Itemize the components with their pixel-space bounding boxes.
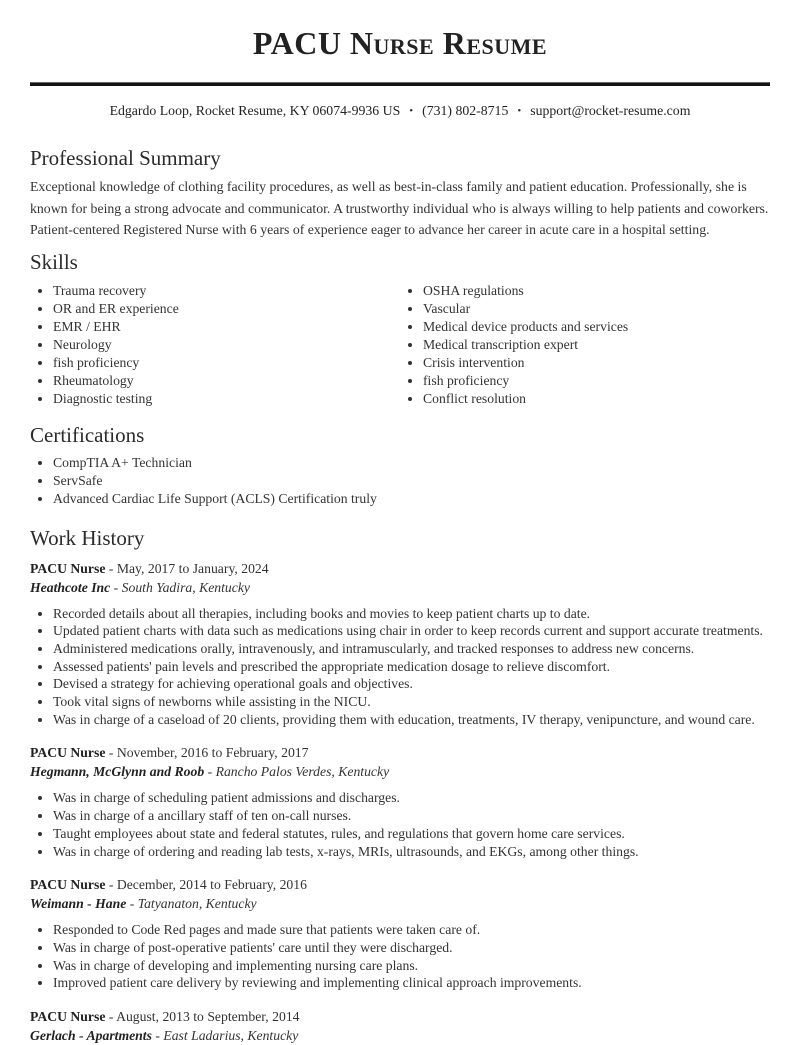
skill-item: • fish proficiency	[53, 354, 400, 372]
job-title-line: PACU Nurse - August, 2013 to September, 2014	[30, 1007, 770, 1026]
job-company: Weimann - Hane	[30, 896, 126, 911]
skill-item: • Medical device products and services	[423, 318, 770, 336]
contact-separator-icon: •	[517, 103, 521, 120]
job-company: Heathcote Inc	[30, 580, 110, 595]
job-entry	[30, 743, 770, 860]
job-dates: December, 2014 to February, 2016	[117, 877, 307, 892]
job-company-dash: -	[126, 896, 137, 911]
job-bullet: • Was in charge of developing and implementing nursing care plans.	[53, 957, 770, 975]
section-heading-summary: Professional Summary	[30, 145, 770, 171]
job-company-line	[30, 578, 770, 597]
job-title: PACU Nurse	[30, 877, 105, 892]
contact-email: support@rocket-resume.com	[530, 103, 690, 118]
job-title-line: PACU Nurse - May, 2017 to January, 2024	[30, 559, 770, 578]
skill-item: • Diagnostic testing	[53, 390, 400, 408]
skill-item: • OR and ER experience	[53, 300, 400, 318]
skill-item: • Medical transcription expert	[423, 336, 770, 354]
job-entry	[30, 1007, 770, 1045]
job-entry	[30, 875, 770, 992]
job-bullets	[30, 605, 770, 729]
job-company-dash: -	[152, 1028, 163, 1043]
skill-item: • OSHA regulations	[423, 282, 770, 300]
job-bullet: • Responded to Code Red pages and made sure that patients were taken care of.	[53, 921, 770, 939]
section-heading-certifications: Certifications	[30, 422, 770, 448]
job-location: South Yadira, Kentucky	[122, 580, 250, 595]
certifications-list	[30, 454, 770, 508]
job-bullet: • Improved patient care delivery by reviewing and implementing clinical approach improvements.	[53, 974, 770, 992]
job-company-line	[30, 894, 770, 913]
skill-item: • EMR / EHR	[53, 318, 400, 336]
job-bullet: • Was in charge of post-operative patients' care until they were discharged.	[53, 939, 770, 957]
skills-columns	[30, 282, 770, 408]
skill-item: • Crisis intervention	[423, 354, 770, 372]
skill-item: • Vascular	[423, 300, 770, 318]
job-company-line	[30, 1026, 770, 1045]
job-company: Hegmann, McGlynn and Roob	[30, 764, 204, 779]
certification-item: • CompTIA A+ Technician	[53, 454, 770, 472]
job-title: PACU Nurse	[30, 745, 105, 760]
job-bullet: • Devised a strategy for achieving operational goals and objectives.	[53, 675, 770, 693]
skill-item: • Trauma recovery	[53, 282, 400, 300]
skill-item: • Rheumatology	[53, 372, 400, 390]
header-divider	[30, 82, 770, 86]
skill-item: • fish proficiency	[423, 372, 770, 390]
job-location: Rancho Palos Verdes, Kentucky	[216, 764, 390, 779]
job-bullet: • Was in charge of ordering and reading lab tests, x-rays, MRIs, ultrasounds, and EKGs, among other things.	[53, 843, 770, 861]
job-dates: November, 2016 to February, 2017	[117, 745, 309, 760]
job-bullet: • Took vital signs of newborns while assisting in the NICU.	[53, 693, 770, 711]
section-heading-skills: Skills	[30, 249, 770, 275]
contact-separator-icon: •	[409, 103, 413, 120]
job-dates: August, 2013 to September, 2014	[116, 1009, 299, 1024]
contact-address: Edgardo Loop, Rocket Resume, KY 06074-9936 US	[110, 103, 401, 118]
job-location: Tatyanaton, Kentucky	[138, 896, 257, 911]
summary-text: Exceptional knowledge of clothing facility procedures, as well as best-in-class family and patient education. Professionally, she is known for being a strong advocate and communicator. A trustworthy individual who is always willing to help patients and coworkers. Patient-centered Registered Nurse with 6 years of experience eager to advance her career in acute care in a hospital setting.	[30, 176, 770, 241]
job-company: Gerlach - Apartments	[30, 1028, 152, 1043]
job-bullet: • Was in charge of a caseload of 20 clients, providing them with education, treatments, IV therapy, venipuncture, and wound care.	[53, 711, 770, 729]
document-title: PACU Nurse Resume	[30, 24, 770, 62]
certification-item: • ServSafe	[53, 472, 770, 490]
job-bullet: • Was in charge of scheduling patient admissions and discharges.	[53, 789, 770, 807]
certification-item: • Advanced Cardiac Life Support (ACLS) Certification truly	[53, 490, 770, 508]
job-bullet: • Assessed patients' pain levels and prescribed the appropriate medication dosage to relieve discomfort.	[53, 658, 770, 676]
skill-item: • Conflict resolution	[423, 390, 770, 408]
job-bullets	[30, 789, 770, 860]
job-bullet: • Updated patient charts with data such as medications using chair in order to keep records current and support accurate treatments.	[53, 622, 770, 640]
job-title: PACU Nurse	[30, 561, 105, 576]
section-heading-work-history: Work History	[30, 525, 770, 551]
work-history-jobs	[30, 559, 770, 1045]
contact-line	[30, 102, 770, 120]
job-company-line	[30, 762, 770, 781]
skills-list-left	[30, 282, 400, 408]
job-title-line: PACU Nurse - November, 2016 to February, 2017	[30, 743, 770, 762]
skill-item: • Neurology	[53, 336, 400, 354]
job-bullets	[30, 921, 770, 992]
contact-phone: (731) 802-8715	[422, 103, 508, 118]
skills-list-right	[400, 282, 770, 408]
job-company-dash: -	[204, 764, 215, 779]
job-title: PACU Nurse	[30, 1009, 105, 1024]
job-bullet: • Was in charge of a ancillary staff of ten on-call nurses.	[53, 807, 770, 825]
job-company-dash: -	[110, 580, 121, 595]
job-bullet: • Taught employees about state and federal statutes, rules, and regulations that govern home care services.	[53, 825, 770, 843]
job-dates: May, 2017 to January, 2024	[117, 561, 269, 576]
job-entry	[30, 559, 770, 729]
job-location: East Ladarius, Kentucky	[163, 1028, 298, 1043]
job-bullet: • Recorded details about all therapies, including books and movies to keep patient charts up to date.	[53, 605, 770, 623]
job-title-line: PACU Nurse - December, 2014 to February, 2016	[30, 875, 770, 894]
job-bullet: • Administered medications orally, intravenously, and intramuscularly, and tracked responses to address new concerns.	[53, 640, 770, 658]
